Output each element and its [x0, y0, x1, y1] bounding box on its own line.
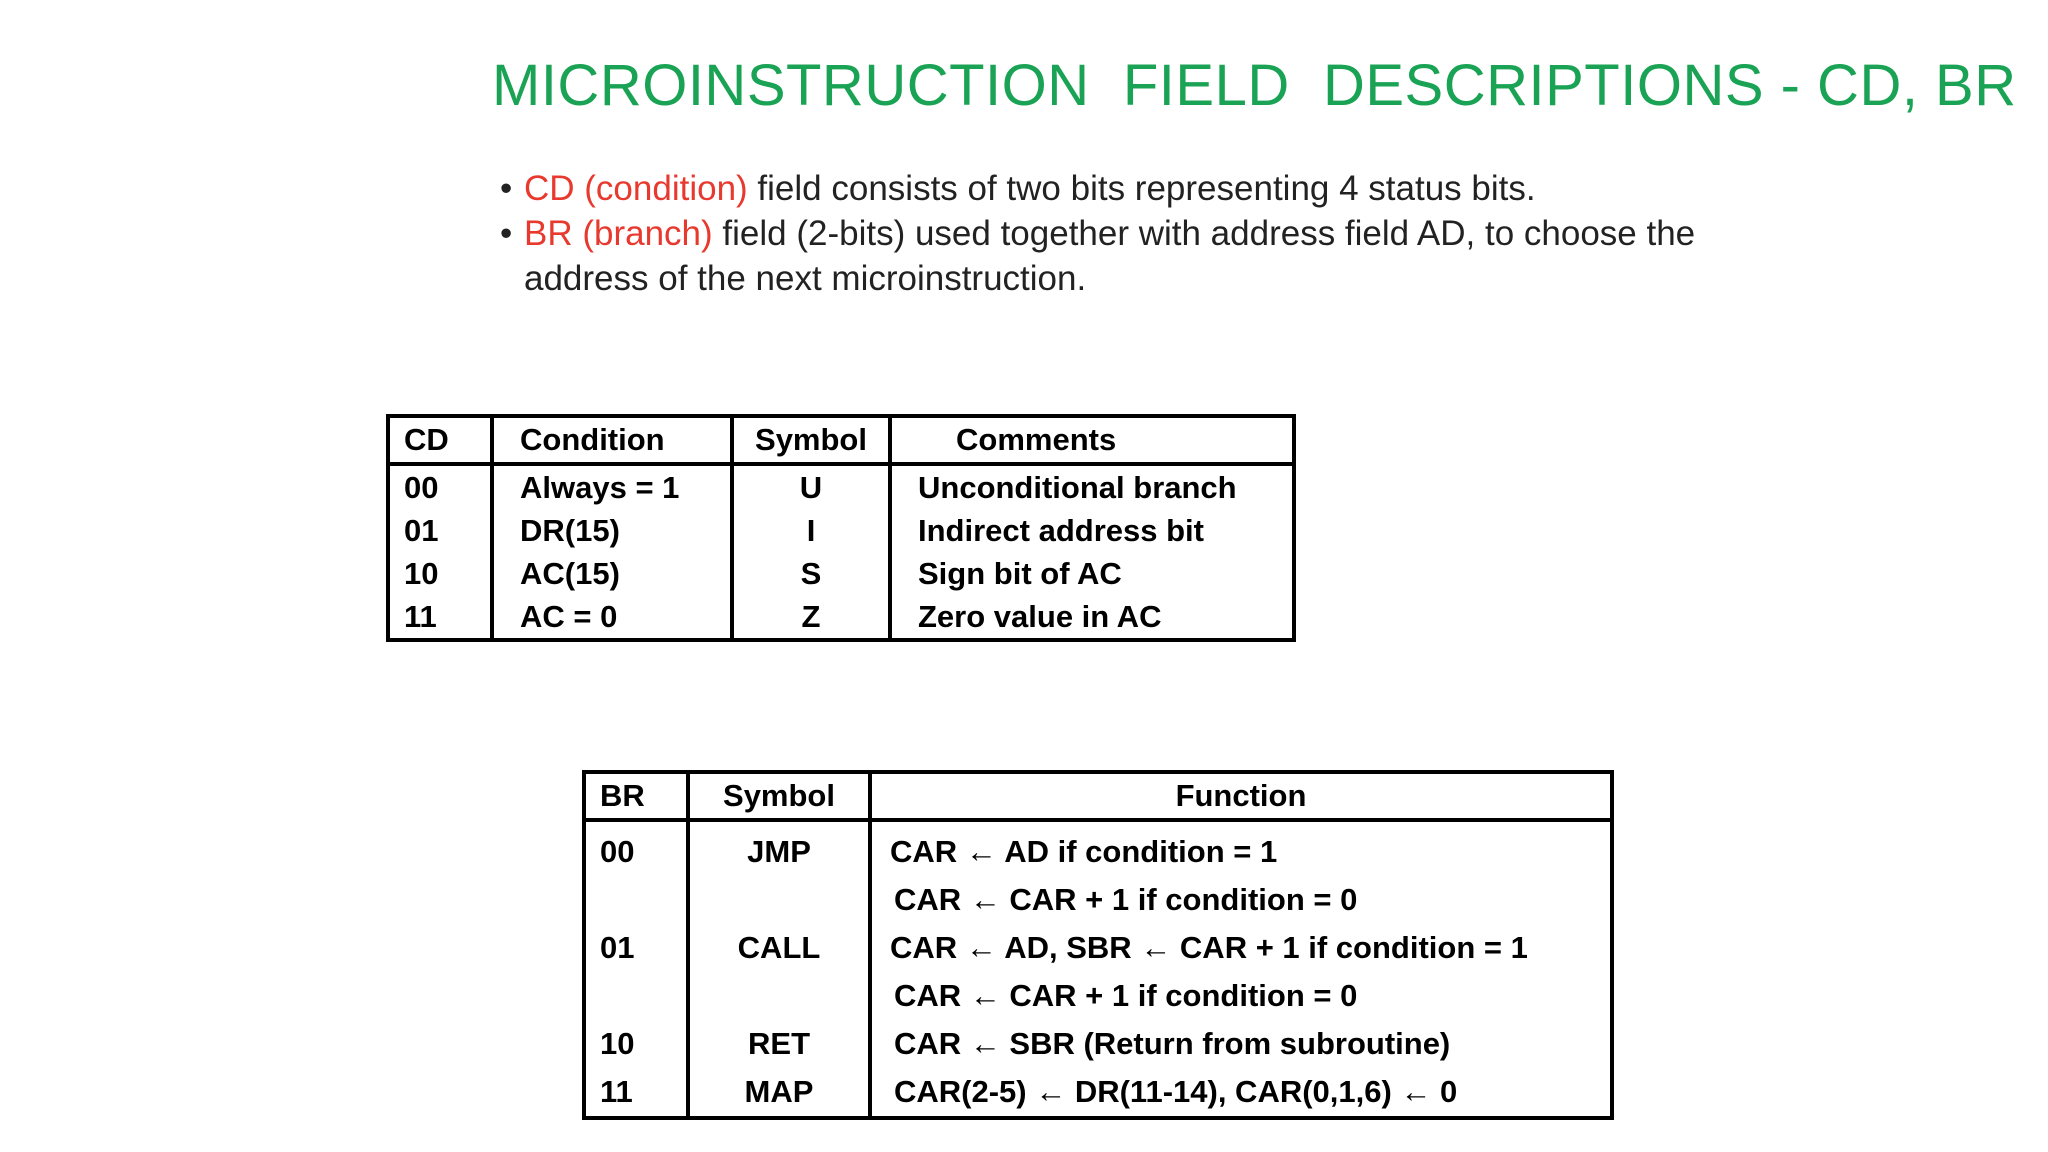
symbol-cell: JMP [688, 820, 870, 876]
br-code-cell: 10 [584, 1020, 688, 1068]
column-header-comments: Comments [890, 416, 1294, 464]
symbol-cell [688, 972, 870, 1020]
br-field-highlight: BR (branch) [524, 214, 713, 253]
condition-cell: AC = 0 [492, 595, 732, 640]
symbol-cell: CALL [688, 924, 870, 972]
table-row [584, 820, 1612, 876]
br-code-cell: 01 [584, 924, 688, 972]
table-row [584, 1020, 1612, 1068]
comment-cell: Unconditional branch [918, 469, 1237, 505]
condition-cell: AC(15) [492, 552, 732, 595]
comment-cell: Sign bit of AC [918, 555, 1122, 591]
br-code-cell [584, 972, 688, 1020]
column-header-symbol: Symbol [688, 772, 870, 820]
table-row [388, 595, 1294, 640]
bullet-dot: • [500, 169, 513, 208]
function-cell: CAR ← AD, SBR ← CAR + 1 if condition = 1 [890, 930, 1528, 965]
function-cell: CAR ← CAR + 1 if condition = 0 [894, 978, 1358, 1013]
cd-code-cell: 11 [388, 595, 492, 640]
bullet-dot: • [500, 214, 513, 253]
column-header-function: Function [870, 772, 1612, 820]
br-code-cell: 00 [584, 820, 688, 876]
cd-field-table [386, 414, 1296, 642]
comment-cell: Indirect address bit [918, 512, 1204, 548]
table-row [584, 1068, 1612, 1118]
slide-title: MICROINSTRUCTION FIELD DESCRIPTIONS - CD, BR [492, 53, 2017, 118]
symbol-cell: S [732, 552, 890, 595]
table-row [584, 972, 1612, 1020]
table-header-row [584, 772, 1612, 820]
br-code-cell: 11 [584, 1068, 688, 1118]
bullet-item-cd [500, 166, 1800, 211]
br-field-table [582, 770, 1614, 1120]
symbol-cell: Z [732, 595, 890, 640]
comment-cell: Zero value in AC [918, 598, 1162, 634]
br-field-description: field (2-bits) used together with address field AD, to choose the address of the next microinstruction. [524, 214, 1696, 298]
br-code-cell [584, 876, 688, 924]
cd-field-highlight: CD (condition) [524, 169, 748, 208]
bullet-list [500, 166, 1800, 301]
table-row [388, 464, 1294, 509]
table-row [388, 552, 1294, 595]
column-header-cd: CD [388, 416, 492, 464]
symbol-cell [688, 876, 870, 924]
symbol-cell: MAP [688, 1068, 870, 1118]
function-cell: CAR ← CAR + 1 if condition = 0 [894, 882, 1358, 917]
cd-code-cell: 10 [388, 552, 492, 595]
cd-code-cell: 00 [388, 464, 492, 509]
symbol-cell: U [732, 464, 890, 509]
column-header-br: BR [584, 772, 688, 820]
column-header-condition: Condition [492, 416, 732, 464]
function-cell: CAR(2-5) ← DR(11-14), CAR(0,1,6) ← 0 [894, 1074, 1458, 1109]
cd-field-description: field consists of two bits representing 4 status bits. [747, 169, 1536, 208]
table-row [584, 876, 1612, 924]
cd-code-cell: 01 [388, 509, 492, 552]
symbol-cell: RET [688, 1020, 870, 1068]
table-row [584, 924, 1612, 972]
symbol-cell: I [732, 509, 890, 552]
bullet-item-br [500, 211, 1800, 301]
condition-cell: DR(15) [492, 509, 732, 552]
function-cell: CAR ← AD if condition = 1 [890, 834, 1278, 869]
table-header-row [388, 416, 1294, 464]
condition-cell: Always = 1 [492, 464, 732, 509]
function-cell: CAR ← SBR (Return from subroutine) [894, 1026, 1451, 1061]
table-row [388, 509, 1294, 552]
column-header-symbol: Symbol [732, 416, 890, 464]
